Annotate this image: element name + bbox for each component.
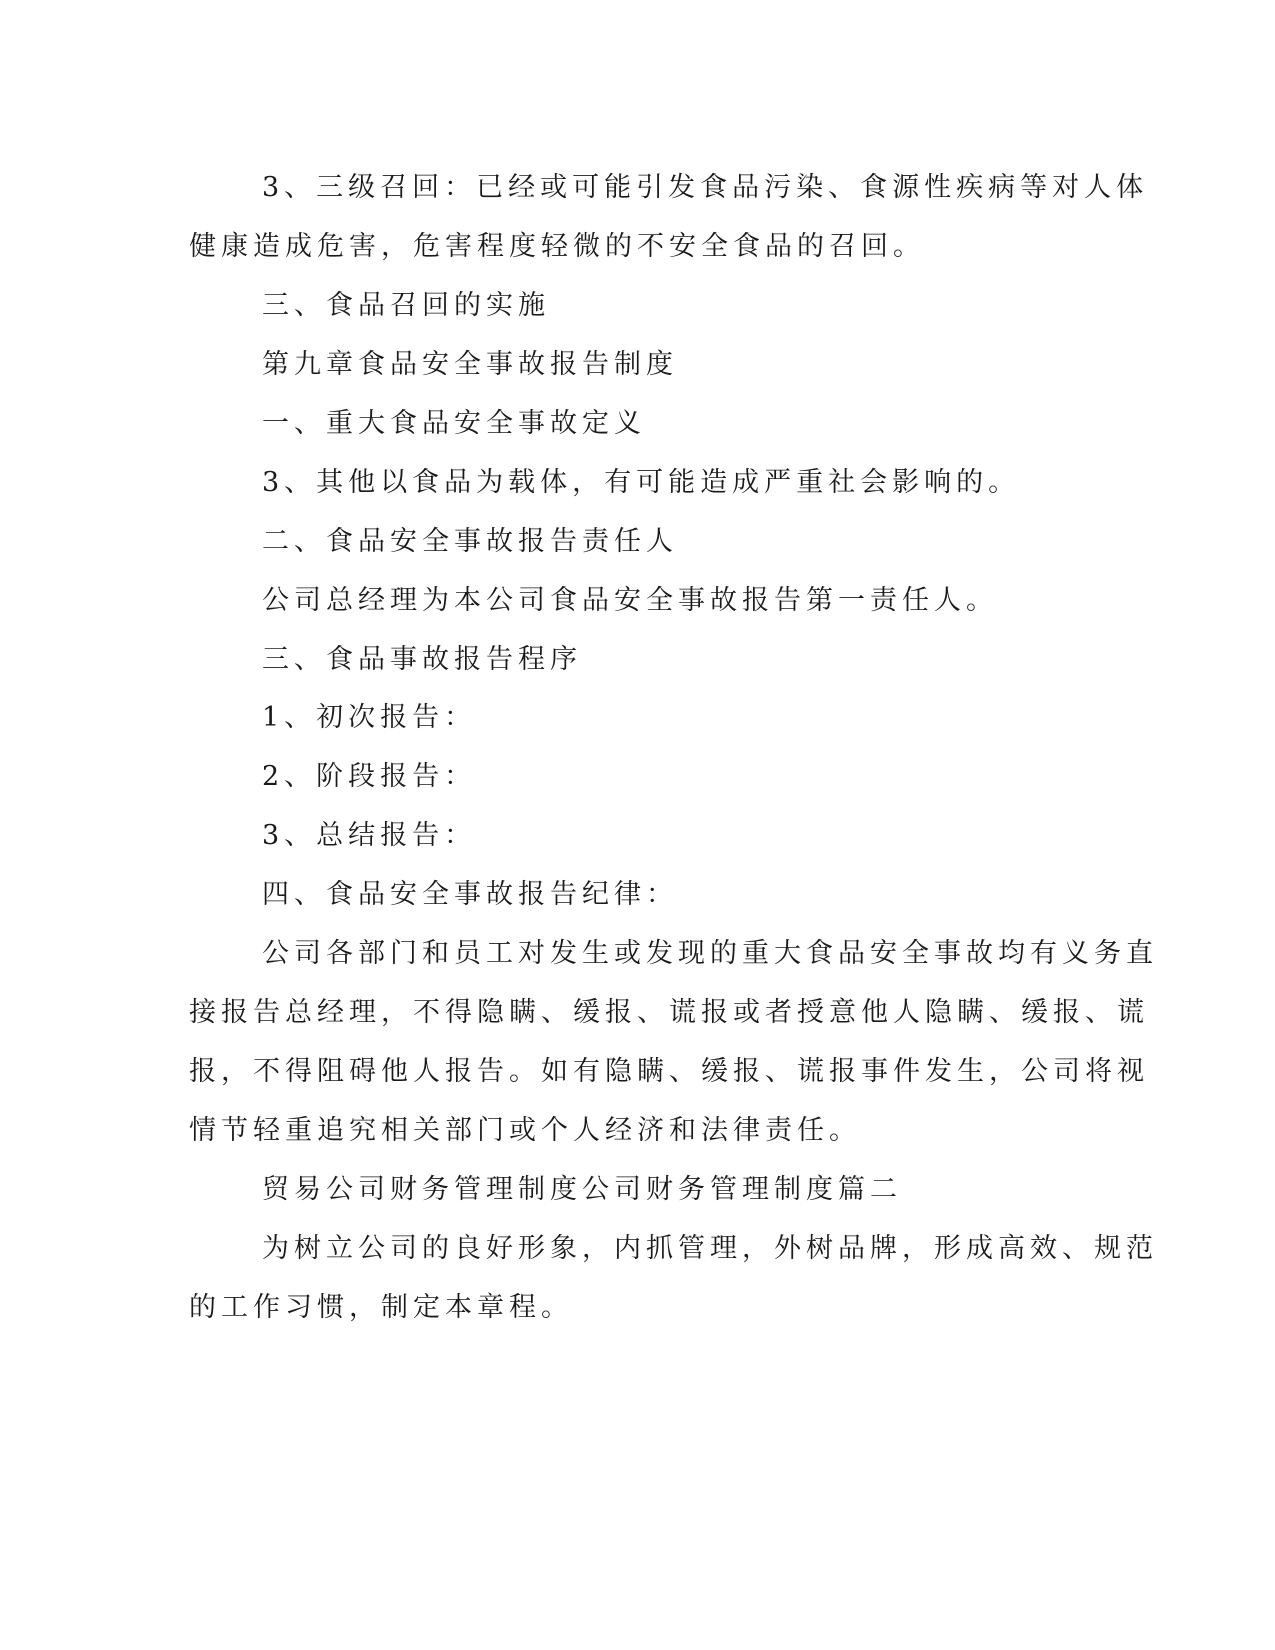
list-item: 2、阶段报告： — [262, 761, 477, 792]
paragraph-line: 公司各部门和员工对发生或发现的重大食品安全事故均有义务直 — [262, 938, 1158, 969]
paragraph-line: 情节轻重追究相关部门或个人经济和法律责任。 — [189, 1115, 861, 1146]
paragraph-line: 报，不得阻碍他人报告。如有隐瞒、缓报、谎报事件发生，公司将视 — [189, 1056, 1149, 1087]
paragraph-line: 3、三级召回：已经或可能引发食品污染、食源性疾病等对人体 — [262, 172, 1149, 203]
paragraph-line: 接报告总经理，不得隐瞒、缓报、谎报或者授意他人隐瞒、缓报、谎 — [189, 997, 1149, 1028]
section-heading: 三、食品事故报告程序 — [262, 644, 582, 675]
paragraph-line: 为树立公司的良好形象，内抓管理，外树品牌，形成高效、规范 — [262, 1233, 1158, 1264]
paragraph-line: 健康造成危害，危害程度轻微的不安全食品的召回。 — [189, 231, 925, 262]
section-heading: 三、食品召回的实施 — [262, 290, 550, 321]
section-heading: 四、食品安全事故报告纪律： — [262, 879, 678, 910]
section-heading: 一、重大食品安全事故定义 — [262, 408, 646, 439]
list-item: 3、总结报告： — [262, 820, 477, 851]
list-item: 1、初次报告： — [262, 702, 477, 733]
section-heading: 贸易公司财务管理制度公司财务管理制度篇二 — [262, 1174, 902, 1205]
paragraph-line: 3、其他以食品为载体，有可能造成严重社会影响的。 — [262, 467, 1021, 498]
section-heading: 二、食品安全事故报告责任人 — [262, 526, 678, 557]
chapter-title: 第九章食品安全事故报告制度 — [262, 349, 678, 380]
paragraph-line: 的工作习惯，制定本章程。 — [189, 1292, 573, 1323]
paragraph-line: 公司总经理为本公司食品安全事故报告第一责任人。 — [262, 585, 998, 616]
